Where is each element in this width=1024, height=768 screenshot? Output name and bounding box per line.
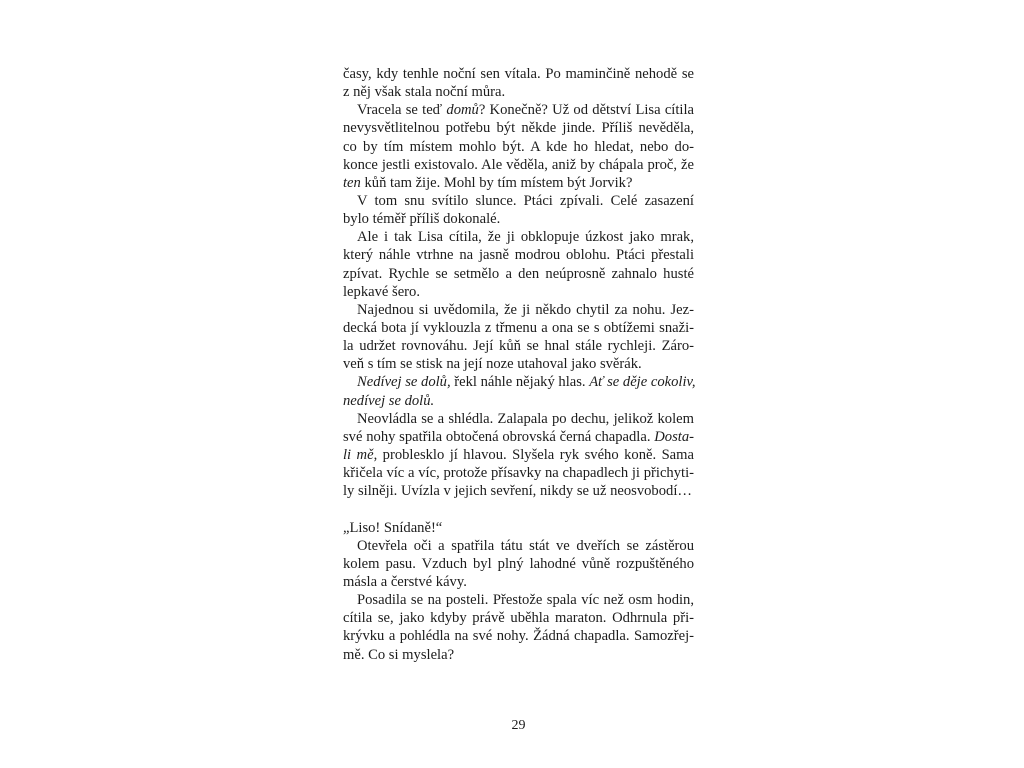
text-segment: „Liso! Snídaně!“ <box>343 519 443 536</box>
text-segment: Vracela se teď <box>357 102 447 119</box>
text-line <box>343 373 694 391</box>
text-segment: z něj však stala noční můra. <box>343 84 506 101</box>
text-segment: la udržet rovnováhu. Její kůň se hnal stále rychleji. Záro- <box>343 338 694 355</box>
text-segment: Neovládla se a shlédla. Zalapala po dechu, jelikož kolem <box>357 410 694 427</box>
text-segment: Najednou si uvědomila, že ji někdo chytil za nohu. Jez- <box>357 301 694 318</box>
italic-text: Dosta- <box>654 428 694 445</box>
text-line <box>343 65 694 83</box>
text-segment: zpívat. Rychle se setmělo a den neúprosně zahnalo husté <box>343 265 694 282</box>
text-line <box>343 138 694 156</box>
italic-text: domů <box>446 102 479 119</box>
text-segment: kůň tam žije. Mohl by tím místem být Jorvik? <box>360 174 633 191</box>
text-segment: cítila se, jako kdyby právě uběhla maraton. Odhrnula při- <box>343 610 694 627</box>
text-segment: Otevřela oči a spatřila tátu stát ve dveřích se zástěrou <box>357 537 694 554</box>
text-segment: krývku a pohlédla na své nohy. Žádná chapadla. Samozřej- <box>343 628 694 645</box>
text-line <box>343 410 694 428</box>
text-segment: Posadila se na posteli. Přestože spala víc než osm hodin, <box>357 592 694 609</box>
text-line <box>343 337 694 355</box>
text-segment: časy, kdy tenhle noční sen vítala. Po maminčině nehodě se <box>343 66 694 82</box>
text-line <box>343 156 694 174</box>
page-body-text <box>343 65 694 664</box>
page-number: 29 <box>511 718 526 733</box>
text-line <box>343 555 694 573</box>
text-line <box>343 119 694 137</box>
text-segment: másla a čerstvé kávy. <box>343 573 467 590</box>
text-segment: křičela víc a víc, protože přísavky na chapadlech ji přichyti- <box>343 465 694 482</box>
text-segment: ? Konečně? Už od dětství Lisa cítila <box>478 102 695 119</box>
text-segment: co by tím místem mohlo být. A kde ho hledat, nebo do- <box>343 138 694 155</box>
italic-text: Ať se děje cokoliv, <box>589 374 696 391</box>
text-line <box>343 101 694 119</box>
text-line <box>343 319 694 337</box>
text-segment: řekl náhle nějaký hlas. <box>450 374 590 391</box>
text-segment: Ale i tak Lisa cítila, že ji obklopuje úzkost jako mrak, <box>357 229 694 246</box>
text-line <box>343 609 694 627</box>
text-line <box>343 228 694 246</box>
text-segment: který náhle vtrhne na jasně modrou oblohu. Ptáci přestali <box>343 247 694 264</box>
text-segment: V tom snu svítilo slunce. Ptáci zpívali. Celé zasazení <box>357 192 694 209</box>
text-line <box>343 428 694 446</box>
text-line <box>343 573 694 591</box>
text-line <box>343 464 694 482</box>
italic-text: nedívej se dolů. <box>343 392 435 409</box>
text-segment: konce jestli existovalo. Ale věděla, aniž by chápala proč, že <box>343 156 694 173</box>
text-segment: decká bota jí vyklouzla z třmenu a ona se s obtížemi snaži- <box>343 319 694 336</box>
text-line <box>343 174 694 192</box>
text-line <box>343 355 694 373</box>
text-segment: ly silněji. Uvízla v jejich sevření, nikdy se už neosvobodí… <box>343 483 692 500</box>
text-line <box>343 283 694 301</box>
italic-text: ten <box>343 174 361 191</box>
italic-text: li mě <box>343 446 374 463</box>
text-line <box>343 83 694 101</box>
text-line <box>343 627 694 645</box>
text-segment: , problesklo jí hlavou. Slyšela ryk svého koně. Sama <box>373 446 694 463</box>
text-line <box>343 482 694 500</box>
text-segment: nevysvětlitelnou potřebu být někde jinde. Příliš nevěděla, <box>343 120 694 137</box>
text-segment: bylo téměř příliš dokonalé. <box>343 211 501 228</box>
text-line <box>343 265 694 283</box>
text-line <box>343 446 694 464</box>
text-segment: své nohy spatřila obtočená obrovská černá chapadla. <box>343 428 655 445</box>
text-line <box>343 519 694 537</box>
italic-text: Nedívej se dolů, <box>357 374 451 391</box>
text-line <box>343 591 694 609</box>
text-line <box>343 192 694 210</box>
text-line <box>343 646 694 664</box>
text-line <box>343 246 694 264</box>
text-line <box>343 301 694 319</box>
text-segment: mě. Co si myslela? <box>343 646 455 663</box>
text-line <box>343 210 694 228</box>
text-line <box>343 392 694 410</box>
text-segment: veň s tím se stisk na její noze utahoval jako svěrák. <box>343 356 642 373</box>
text-segment: kolem pasu. Vzduch byl plný lahodné vůně rozpuštěného <box>343 555 694 572</box>
paragraph-gap <box>343 500 694 518</box>
text-segment: lepkavé šero. <box>343 283 420 300</box>
text-line <box>343 537 694 555</box>
